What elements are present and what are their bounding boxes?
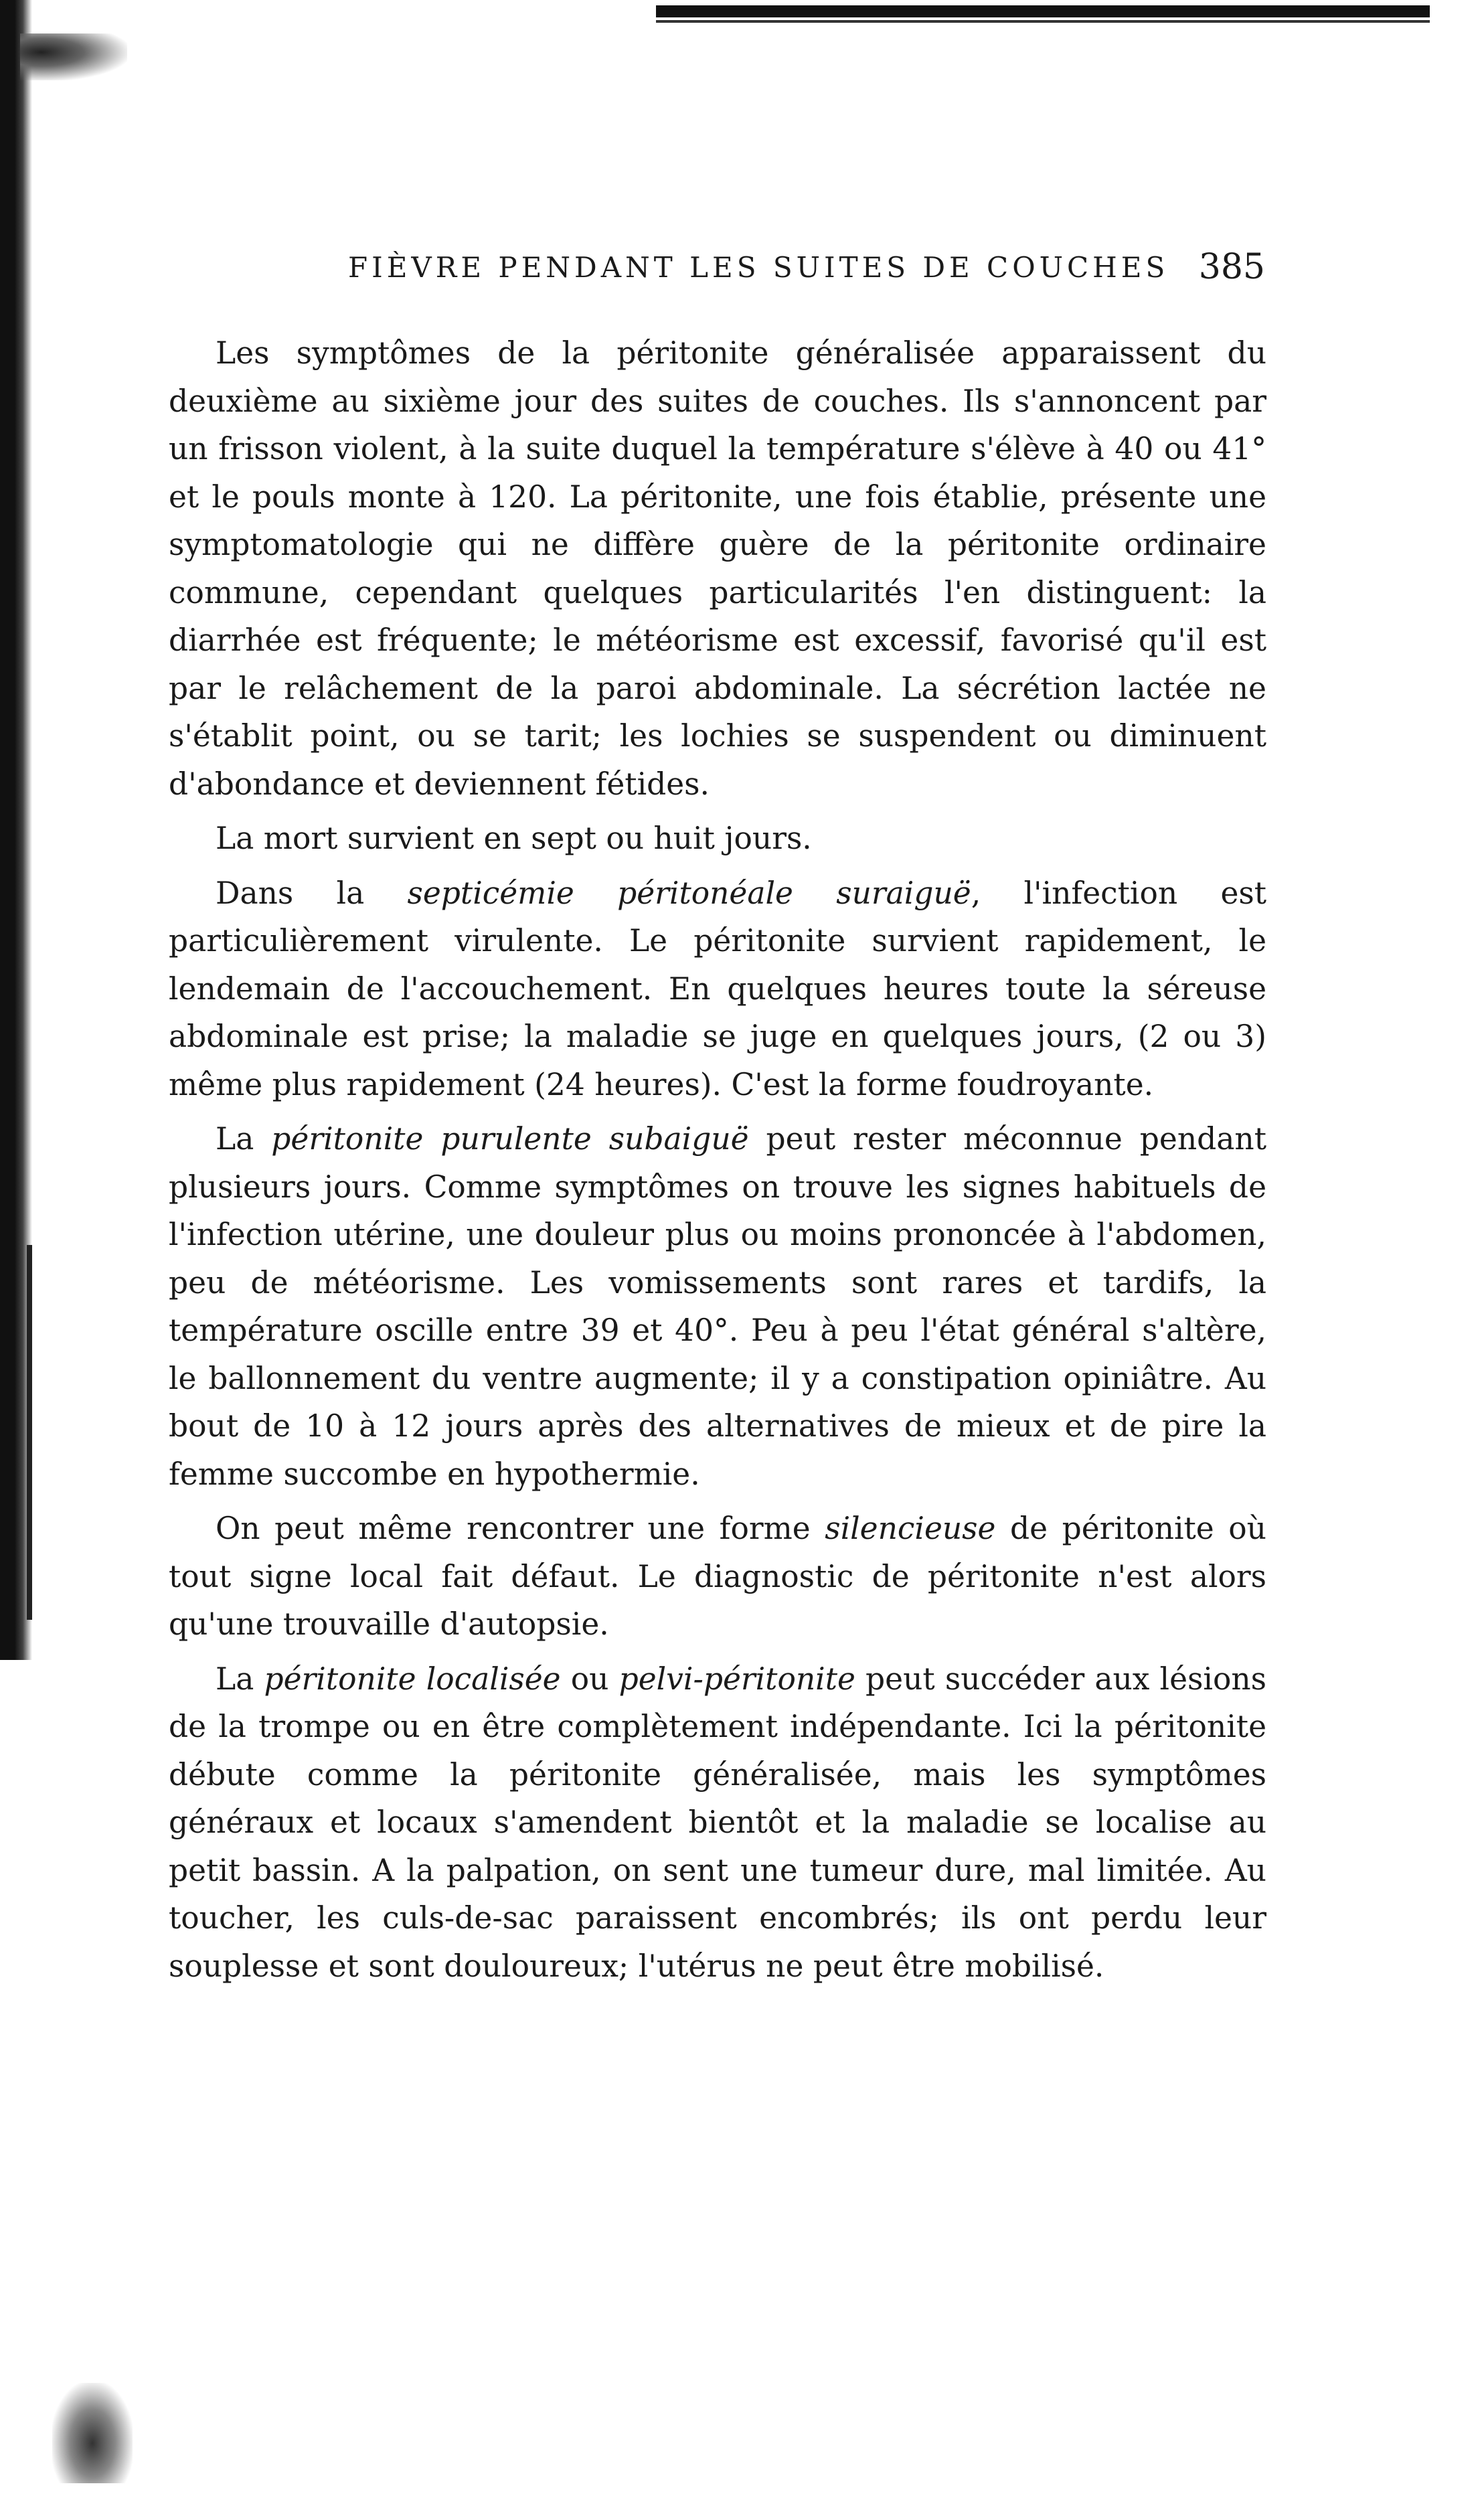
running-title: FIÈVRE PENDANT LES SUITES DE COUCHES	[348, 251, 1169, 284]
paragraph-6-italic-term-1: péritonite localisée	[264, 1661, 561, 1697]
paragraph-6-text-cont: peut succéder aux lésions de la trompe ou en être complètement indépendante. Ici la péritonite débute comme la péritonite généralisée, mais les symptômes généraux et locaux s'amendent bientôt et la maladie se localise au petit bassin. A la palpation, on sent une tumeur dure, mal limitée. Au toucher, les culs-de-sac paraissent encombrés; ils ont perdu leur souplesse et sont douloureux; l'utérus ne peut être mobilisé.	[169, 1661, 1266, 1984]
paragraph-4	[169, 1115, 1266, 1498]
body-text	[169, 329, 1266, 1990]
paragraph-3-text-cont: , l'infection est particulièrement virulente. Le péritonite survient rapidement, le lendemain de l'accouchement. En quelques heures toute la séreuse abdominale est prise; la maladie se juge en quelques jours, (2 ou 3) même plus rapidement (24 heures). C'est la forme foudroyante.	[169, 875, 1267, 1102]
paragraph-6	[169, 1655, 1266, 1991]
paragraph-1	[169, 329, 1266, 808]
paragraph-4-text: La	[216, 1121, 272, 1157]
paragraph-2	[169, 815, 1266, 863]
page-header	[348, 247, 1265, 291]
scan-left-edge-lower	[27, 1245, 32, 1620]
paragraph-6-italic-term-2: pelvi-péritonite	[619, 1661, 855, 1697]
page-number: 385	[1198, 247, 1265, 287]
scan-top-rule-thin	[656, 20, 1430, 23]
paragraph-6-text-mid: ou	[560, 1661, 619, 1697]
paragraph-3-italic-term: septicémie péritonéale suraiguë	[407, 875, 971, 911]
scan-bottom-blot	[52, 2383, 133, 2483]
paragraph-5-italic-term: silencieuse	[825, 1511, 996, 1546]
paragraph-2-text: La mort survient en sept ou huit jours.	[216, 821, 812, 856]
paragraph-6-text: La	[216, 1661, 264, 1697]
paragraph-3	[169, 869, 1266, 1109]
paragraph-4-text-cont: peut rester méconnue pendant plusieurs jours. Comme symptômes on trouve les signes habituels de l'infection utérine, une douleur plus ou moins prononcée à l'abdomen, peu de météorisme. Les vomissements sont rares et tardifs, la température oscille entre 39 et 40°. Peu à peu l'état général s'altère, le ballonnement du ventre augmente; il y a constipation opiniâtre. Au bout de 10 à 12 jours après des alternatives de mieux et de pire la femme succombe en hypothermie.	[169, 1121, 1266, 1492]
paragraph-1-text: Les symptômes de la péritonite généralisée apparaissent du deuxième au sixième jour des suites de couches. Ils s'annoncent par un frisson violent, à la suite duquel la température s'élève à 40 ou 41° et le pouls monte à 120. La péritonite, une fois établie, présente une symptomatologie qui ne diffère guère de la péritonite ordinaire commune, cependant quelques particularités l'en distinguent: la diarrhée est fréquente; le météorisme est excessif, favorisé qu'il est par le relâchement de la paroi abdominale. La sécrétion lactée ne s'établit point, ou se tarit; les lochies se suspendent ou diminuent d'abondance et deviennent fétides.	[169, 335, 1266, 802]
paragraph-4-italic-term: péritonite purulente subaiguë	[271, 1121, 749, 1157]
paragraph-5-text: On peut même rencontrer une forme	[216, 1511, 825, 1546]
scan-top-rule	[656, 5, 1430, 17]
paragraph-5-text-cont: de péritonite où tout signe local fait défaut. Le diagnostic de péritonite n'est alors qu'une trouvaille d'autopsie.	[169, 1511, 1266, 1642]
scan-corner-blot	[20, 33, 127, 80]
paragraph-5	[169, 1505, 1266, 1649]
paragraph-3-text: Dans la	[216, 875, 408, 911]
